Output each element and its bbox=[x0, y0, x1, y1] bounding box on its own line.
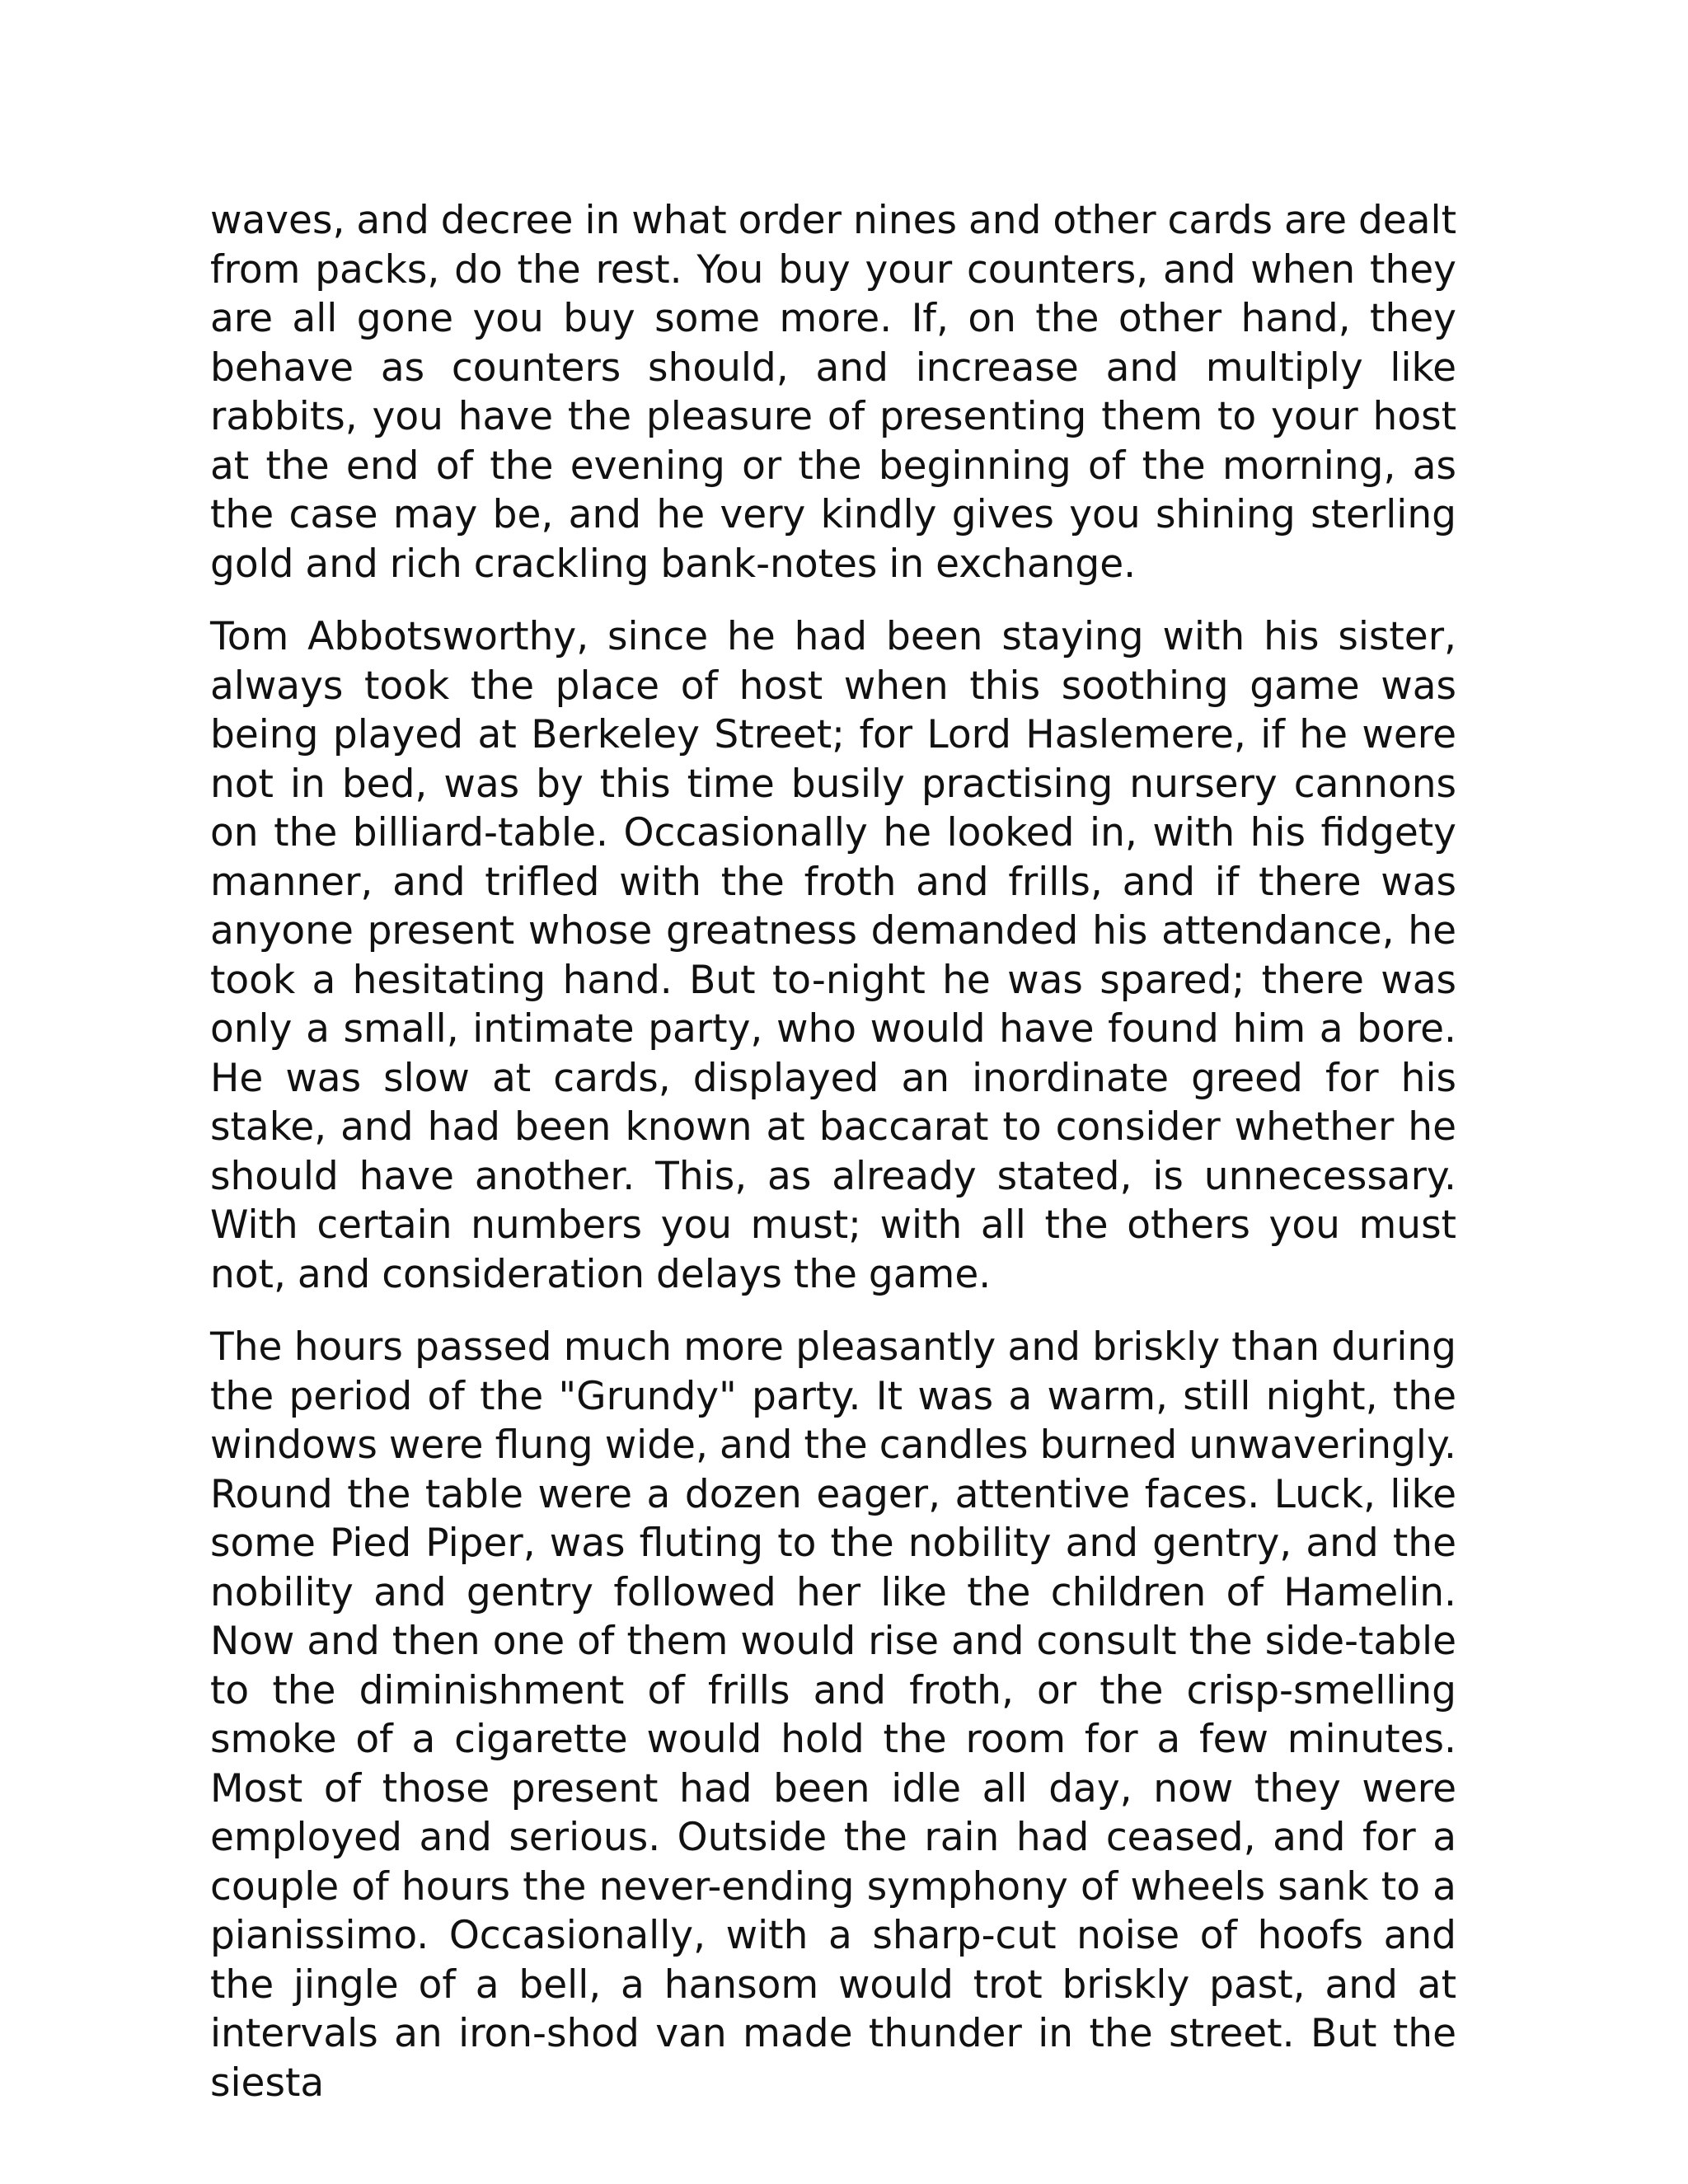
paragraph-1: waves, and decree in what order nines and other cards are dealt from packs, do the rest. You buy your counters, and when they are all gone you buy some more. If, on the other hand, they behave as counters should, and increase and multiply like rabbits, you have the pleasure of presenting them to your host at the end of the evening or the beginning of the morning, as the case may be, and he very kindly gives you shining sterling gold and rich crackling bank-notes in exchange. bbox=[210, 198, 1456, 587]
paragraph-2: Tom Abbotsworthy, since he had been staying with his sister, always took the place of host when this soothing game was being played at Berkeley Street; for Lord Haslemere, if he were not in bed, was by this time busily practising nursery cannons on the billiard-table. Occasionally he looked in, with his fidgety manner, and trifled with the froth and frills, and if there was anyone present whose greatness demanded his attendance, he took a hesitating hand. But to-night he was spared; there was only a small, intimate party, who would have found him a bore. He was slow at cards, displayed an inordinate greed for his stake, and had been known at baccarat to consider whether he should have another. This, as already stated, is unnecessary. With certain numbers you must; with all the others you must not, and consideration delays the game. bbox=[210, 614, 1456, 1297]
page-body-text bbox=[210, 196, 1456, 2131]
paragraph-3: The hours passed much more pleasantly and briskly than during the period of the "Grundy" party. It was a warm, still night, the windows were flung wide, and the candles burned unwaveringly. Round the table were a dozen eager, attentive faces. Luck, like some Pied Piper, was fluting to the nobility and gentry, and the nobility and gentry followed her like the children of Hamelin. Now and then one of them would rise and consult the side-table to the diminishment of frills and froth, or the crisp-smelling smoke of a cigarette would hold the room for a few minutes. Most of those present had been idle all day, now they were employed and serious. Outside the rain had ceased, and for a couple of hours the never-ending symphony of wheels sank to a pianissimo. Occasionally, with a sharp-cut noise of hoofs and the jingle of a bell, a hansom would trot briskly past, and at intervals an iron-shod van made thunder in the street. But the siesta bbox=[210, 1324, 1456, 2106]
